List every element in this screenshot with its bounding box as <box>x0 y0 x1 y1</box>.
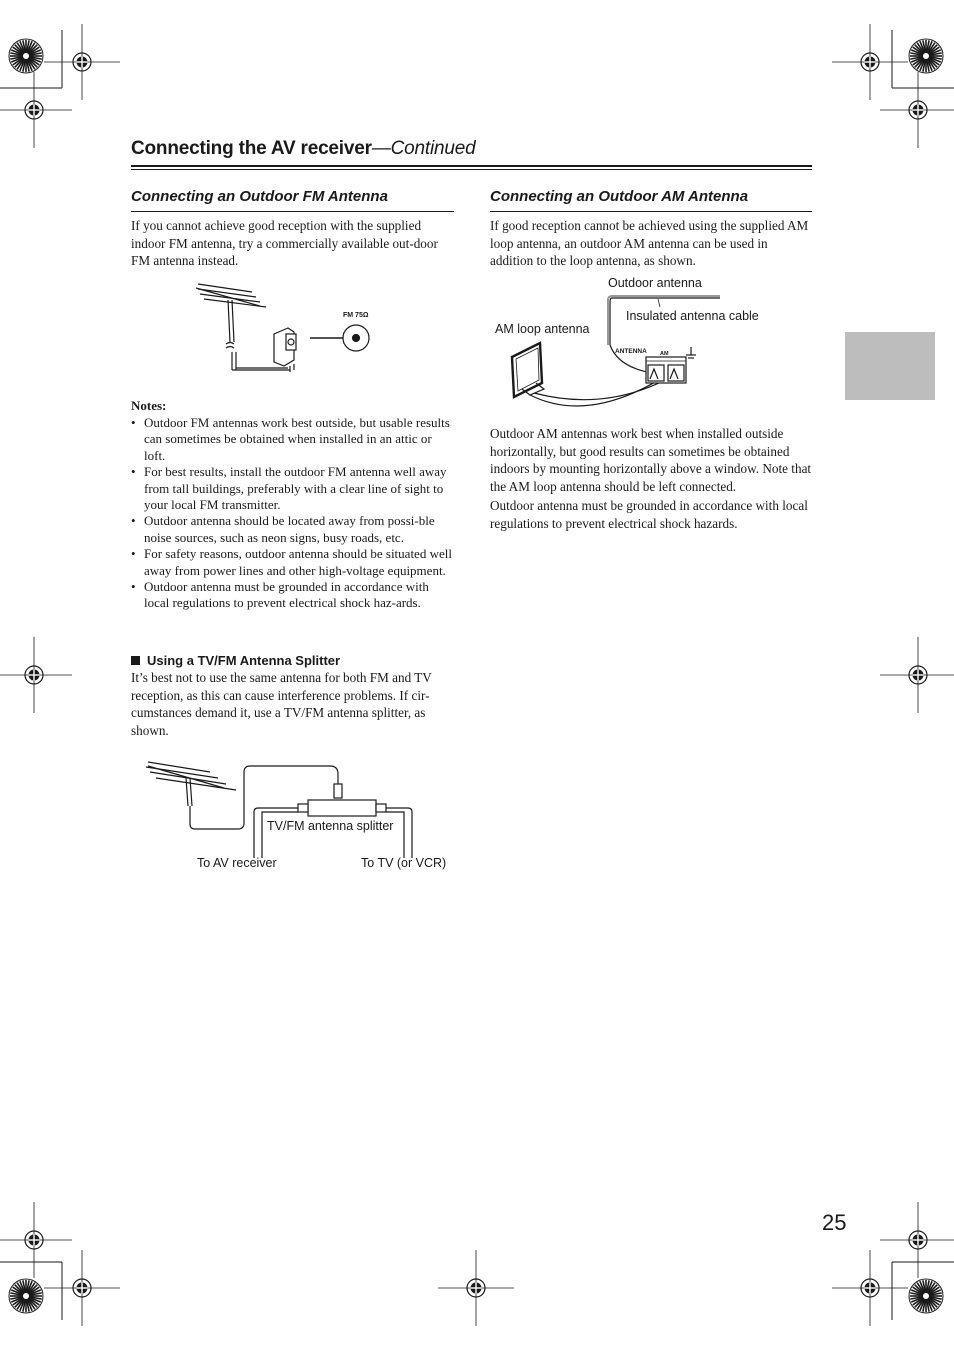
insulated-cable-label: Insulated antenna cable <box>626 309 759 323</box>
fm-intro-text: If you cannot achieve good reception with the supplied indoor FM antenna, try a commercially available out-door FM antenna instead. <box>131 218 438 269</box>
splitter-heading-text: Using a TV/FM Antenna Splitter <box>147 653 341 668</box>
am-antenna-diagram <box>500 285 730 415</box>
am-loop-antenna-icon <box>512 343 544 397</box>
loop-antenna-label: AM loop antenna <box>495 322 590 336</box>
notes-heading: Notes: <box>131 398 167 413</box>
splitter-heading <box>131 653 340 668</box>
notes-list <box>131 415 454 612</box>
am-body-text-1: Outdoor AM antennas work best when installed outside horizontally, but good results can sometimes be obtained indoors by mounting horizontally above a window. Note that the AM loop antenna should be left connected. <box>490 426 812 494</box>
splitter-diagram <box>140 758 440 868</box>
list-item: • Outdoor antenna must be grounded in accordance with local regulations to prevent electrical shock haz-ards. <box>131 579 454 612</box>
to-receiver-label: To AV receiver <box>197 856 277 870</box>
splitter-label: TV/FM antenna splitter <box>267 819 394 833</box>
am-section-title: Connecting an Outdoor AM Antenna <box>490 188 749 205</box>
list-item: • Outdoor antenna should be located away from possi-ble noise sources, such as neon signs, busy roads, etc. <box>131 513 454 546</box>
section-tab <box>845 332 935 400</box>
am-terminal-label: AM <box>660 351 669 357</box>
antenna-terminal-label: ANTENNA <box>615 348 647 355</box>
page-header <box>131 138 812 160</box>
fm-antenna-diagram <box>190 280 390 380</box>
splitter-icon <box>298 784 386 816</box>
page-title-continued: —Continued <box>371 138 476 159</box>
fm-section-title: Connecting an Outdoor FM Antenna <box>131 188 388 205</box>
to-tv-label: To TV (or VCR) <box>361 856 447 870</box>
page-title: Connecting the AV receiver <box>131 138 372 159</box>
am-section-rule <box>490 211 812 212</box>
fm-jack-icon <box>343 325 369 351</box>
header-rule <box>131 165 812 167</box>
splitter-text: It’s best not to use the same antenna for both FM and TV reception, as this can cause interference problems. If cir-cumstances demand it, use a TV/FM antenna splitter, as shown. <box>131 670 432 738</box>
square-bullet-icon <box>131 656 140 665</box>
page-number: 25 <box>822 1210 847 1235</box>
outdoor-antenna-label: Outdoor antenna <box>608 276 702 290</box>
list-item: • Outdoor FM antennas work best outside, but usable results can sometimes be obtained when installed in an attic or loft. <box>131 415 454 464</box>
header-rule-thin <box>131 169 812 170</box>
list-item: • For best results, install the outdoor FM antenna well away from tall buildings, preferably with a clear line of sight to your local FM transmitter. <box>131 464 454 513</box>
fm-section-rule <box>131 211 454 212</box>
am-terminal-icon <box>646 357 686 383</box>
list-item: • For safety reasons, outdoor antenna should be situated well away from power lines and other high-voltage equipment. <box>131 546 454 579</box>
am-body-text-2: Outdoor antenna must be grounded in accordance with local regulations to prevent electrical shock hazards. <box>490 498 808 531</box>
am-intro-text: If good reception cannot be achieved using the supplied AM loop antenna, an outdoor AM antenna can be used in addition to the loop antenna, as shown. <box>490 218 809 269</box>
fm-jack-label: FM 75Ω <box>343 312 369 319</box>
yagi-antenna-icon <box>196 284 266 307</box>
ground-icon <box>686 347 696 358</box>
antenna-adapter-icon <box>274 328 296 372</box>
